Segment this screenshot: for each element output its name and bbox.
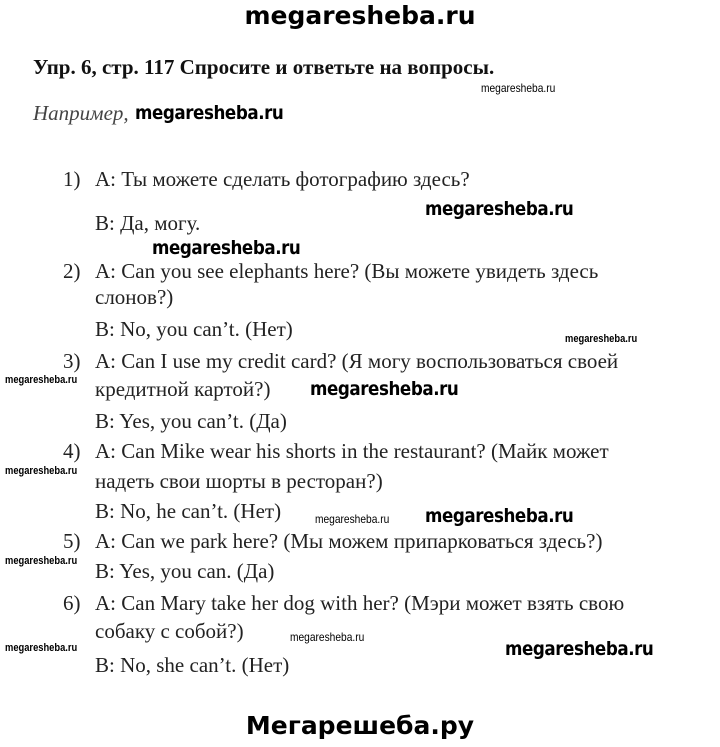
watermark: megaresheba.ru: [5, 555, 78, 567]
answer-b: B: Yes, you can’t. (Да): [95, 409, 287, 433]
item-number: 3): [63, 349, 81, 373]
item-number: 4): [63, 439, 81, 463]
example-label: Например,: [33, 101, 129, 125]
watermark: megaresheba.ru: [152, 237, 301, 259]
site-header: megaresheba.ru: [244, 1, 476, 30]
watermark: megaresheba.ru: [5, 465, 78, 477]
question-a: A: Can Mary take her dog with her? (Мэри может взять свою: [95, 591, 625, 615]
item-number: 5): [63, 529, 81, 553]
question-a-cont: кредитной картой?): [95, 377, 271, 401]
answer-b: B: Yes, you can. (Да): [95, 559, 275, 583]
item-number: 2): [63, 259, 81, 283]
site-footer: Мегарешеба.ру: [245, 711, 475, 740]
watermark: megaresheba.ru: [310, 378, 459, 400]
watermark: megaresheba.ru: [315, 512, 390, 526]
watermark: megaresheba.ru: [425, 505, 574, 527]
watermark: megaresheba.ru: [481, 81, 556, 95]
question-a: A: Can I use my credit card? (Я могу воспользоваться своей: [95, 349, 619, 373]
question-a: A: Ты можете сделать фотографию здесь?: [95, 167, 470, 191]
watermark: megaresheba.ru: [505, 638, 654, 660]
watermark: megaresheba.ru: [135, 102, 284, 124]
question-a-cont: слонов?): [95, 285, 174, 309]
question-a: A: Can Mike wear his shorts in the restaurant? (Майк может: [95, 439, 609, 463]
answer-b: B: No, you can’t. (Нет): [95, 317, 293, 341]
exercise-title: Упр. 6, стр. 117 Спросите и ответьте на вопросы.: [33, 55, 495, 79]
item-number: 6): [63, 591, 81, 615]
watermark: megaresheba.ru: [565, 333, 638, 345]
answer-b: B: No, she can’t. (Нет): [95, 653, 290, 677]
question-a: A: Can you see elephants here? (Вы можете увидеть здесь: [95, 259, 599, 283]
answer-b: B: No, he can’t. (Нет): [95, 499, 282, 523]
question-a-cont: надеть свои шорты в ресторан?): [95, 469, 383, 493]
watermark: megaresheba.ru: [425, 198, 574, 220]
item-number: 1): [63, 167, 81, 191]
question-a: A: Can we park here? (Мы можем припарковаться здесь?): [95, 529, 603, 553]
answer-b: B: Да, могу.: [95, 211, 201, 235]
watermark: megaresheba.ru: [5, 642, 78, 654]
watermark: megaresheba.ru: [290, 630, 365, 644]
question-a-cont: собаку с собой?): [95, 619, 244, 643]
watermark: megaresheba.ru: [5, 374, 78, 386]
